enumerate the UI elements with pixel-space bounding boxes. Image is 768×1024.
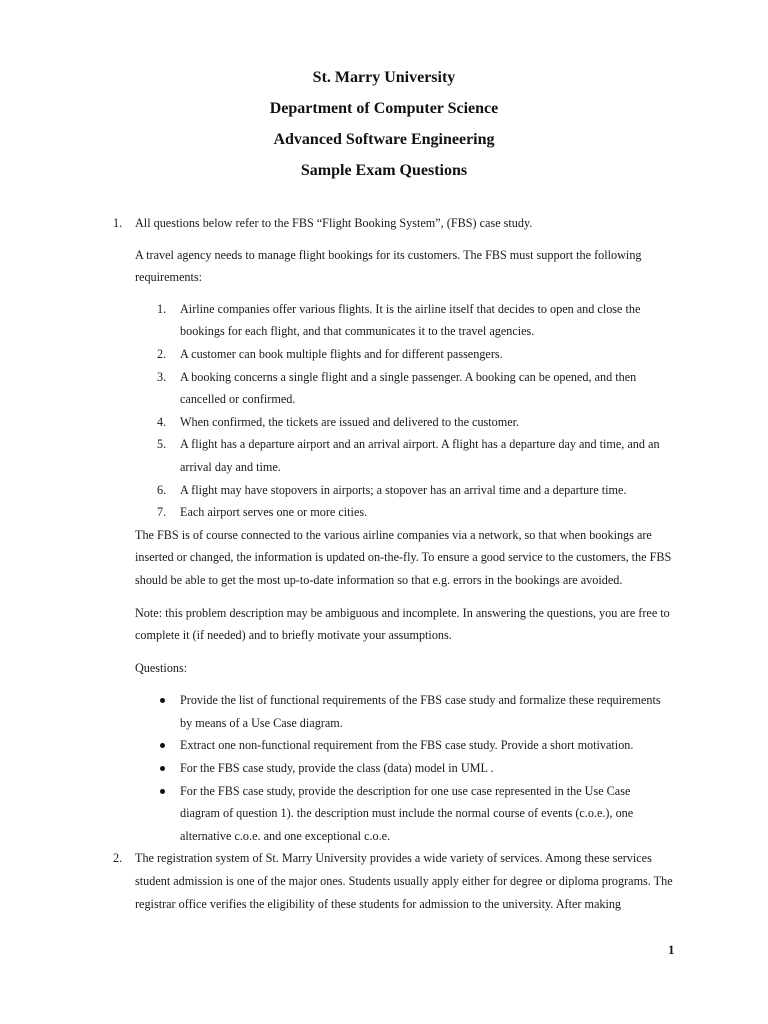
requirement-text: A booking concerns a single flight and a single passenger. A booking can be opened, and then cancelled or confirmed. bbox=[180, 369, 637, 407]
bullet-icon bbox=[160, 743, 165, 748]
sub-question-item bbox=[135, 757, 673, 780]
note-paragraph: Note: this problem description may be ambiguous and incomplete. In answering the questions, you are free to complete it (if needed) and to briefly motivate your assumptions. bbox=[135, 605, 670, 643]
requirement-item bbox=[135, 366, 673, 411]
question-text: The registration system of St. Marry University provides a wide variety of services. Among these services student admission is one of the major ones. Students usually apply either for degree or diploma programs. The registrar office verifies the eligibility of these students for admission to the university. After making bbox=[135, 851, 673, 911]
question-1 bbox=[113, 212, 673, 847]
requirement-text: Airline companies offer various flights. It is the airline itself that decides to open and close the bookings for each flight, and that communicates it to the travel agencies. bbox=[180, 301, 641, 339]
question-number: 2. bbox=[113, 851, 123, 866]
question-intro: All questions below refer to the FBS “Flight Booking System”, (FBS) case study. bbox=[135, 216, 533, 230]
sub-question-text: For the FBS case study, provide the class (data) model in UML . bbox=[180, 761, 494, 776]
requirement-item bbox=[135, 501, 673, 524]
case-context: A travel agency needs to manage flight bookings for its customers. The FBS must support the following requirements: bbox=[135, 247, 642, 285]
document-body bbox=[113, 212, 673, 915]
sub-question-text: Provide the list of functional requirements of the FBS case study and formalize these requirements by means of a Use Case diagram. bbox=[180, 693, 661, 730]
question-2 bbox=[113, 847, 673, 915]
requirement-number: 2. bbox=[157, 346, 167, 361]
requirement-text: A flight may have stopovers in airports; a stopover has an arrival time and a departure time. bbox=[180, 482, 627, 497]
page-number: 1 bbox=[668, 942, 675, 957]
requirement-item bbox=[135, 479, 673, 502]
requirement-text: Each airport serves one or more cities. bbox=[180, 505, 368, 520]
questions-label: Questions: bbox=[135, 660, 188, 675]
sub-question-item bbox=[135, 734, 673, 757]
requirement-item bbox=[135, 343, 673, 366]
question-number: 1. bbox=[113, 216, 123, 230]
requirement-number: 3. bbox=[157, 369, 167, 384]
sub-questions-list bbox=[135, 689, 673, 847]
requirement-item bbox=[135, 298, 673, 343]
sub-question-text: Extract one non-functional requirement from the FBS case study. Provide a short motivation. bbox=[180, 738, 634, 753]
bullet-icon bbox=[160, 698, 165, 703]
document-header bbox=[0, 62, 768, 186]
requirement-number: 1. bbox=[157, 301, 167, 316]
requirement-item bbox=[135, 411, 673, 434]
requirement-number: 7. bbox=[157, 505, 167, 520]
network-paragraph: The FBS is of course connected to the various airline companies via a network, so that when bookings are inserted or changed, the information is updated on-the-fly. To ensure a good service to the customers, the FBS should be able to get the most up-to-date information so that e.g. errors in the bookings are avoided. bbox=[135, 527, 672, 587]
bullet-icon bbox=[160, 766, 165, 771]
requirement-text: A customer can book multiple flights and for different passengers. bbox=[180, 346, 503, 361]
sub-question-item bbox=[135, 689, 673, 734]
sub-question-text: For the FBS case study, provide the description for one use case represented in the Use Case diagram of question 1). the description must include the normal course of events (c.o.e.), one alternative c.o.e. and one exceptional c.o.e. bbox=[180, 783, 634, 843]
requirement-text: A flight has a departure airport and an arrival airport. A flight has a departure day and time, and an arrival day and time. bbox=[180, 437, 660, 474]
requirement-text: When confirmed, the tickets are issued and delivered to the customer. bbox=[180, 414, 520, 429]
requirement-item bbox=[135, 433, 673, 478]
university-name: St. Marry University bbox=[312, 69, 456, 86]
requirement-number: 4. bbox=[157, 414, 167, 429]
requirement-number: 6. bbox=[157, 482, 167, 497]
bullet-icon bbox=[160, 789, 165, 794]
department-name: Department of Computer Science bbox=[269, 100, 499, 117]
sub-question-item bbox=[135, 780, 673, 848]
requirements-list bbox=[135, 298, 673, 524]
course-name: Advanced Software Engineering bbox=[273, 131, 495, 148]
document-title: Sample Exam Questions bbox=[300, 162, 468, 179]
requirement-number: 5. bbox=[157, 437, 167, 452]
